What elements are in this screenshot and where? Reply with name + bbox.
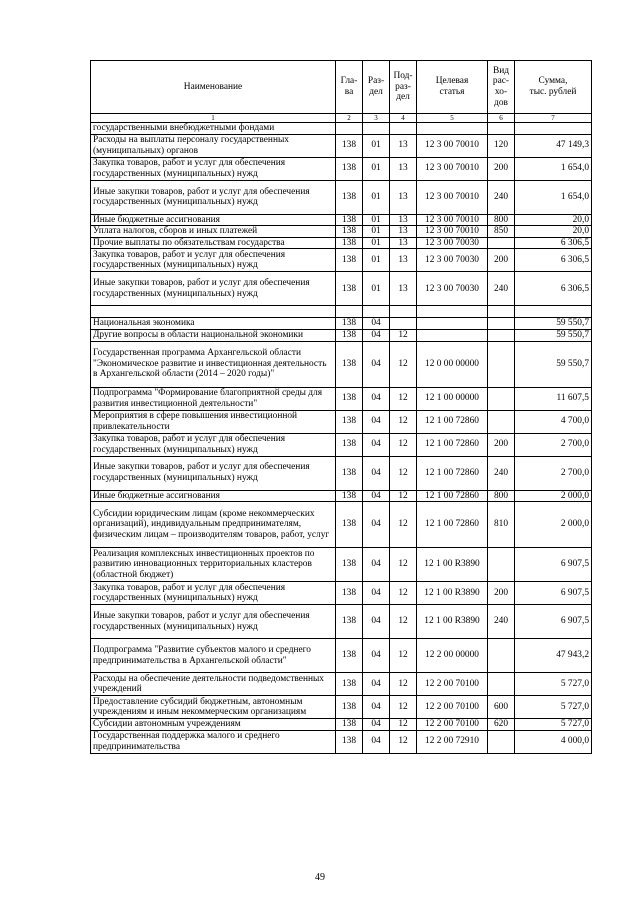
cell-glava: 138	[336, 134, 363, 157]
cell-target: 12 2 00 00000	[417, 639, 488, 673]
cell-podrazdel: 13	[390, 214, 417, 226]
cell-vid: 240	[488, 456, 515, 490]
cell-sum: 20,0	[515, 214, 592, 226]
cell-vid: 620	[488, 719, 515, 731]
cell-target: 12 1 00 R3890	[417, 605, 488, 639]
cell-podrazdel: 12	[390, 387, 417, 410]
cell-vid	[488, 306, 515, 318]
header-razdel: Раз- дел	[363, 61, 390, 114]
cell-glava: 138	[336, 548, 363, 582]
cell-name: Иные закупки товаров, работ и услуг для обеспечения государственных (муниципальных) нужд	[91, 272, 336, 306]
cell-vid	[488, 673, 515, 696]
cell-sum: 4 700,0	[515, 410, 592, 433]
table-row	[91, 318, 592, 330]
cell-razdel	[363, 306, 390, 318]
table-row	[91, 696, 592, 719]
cell-glava: 138	[336, 673, 363, 696]
cell-vid: 240	[488, 180, 515, 214]
cell-glava: 138	[336, 696, 363, 719]
cell-name: Расходы на выплаты персоналу государственных (муниципальных) органов	[91, 134, 336, 157]
cell-glava: 138	[336, 329, 363, 341]
cell-sum: 5 727,0	[515, 673, 592, 696]
header-sum: Сумма, тыс. рублей	[515, 61, 592, 114]
cell-razdel: 04	[363, 490, 390, 502]
cell-podrazdel: 13	[390, 237, 417, 249]
cell-razdel: 04	[363, 730, 390, 753]
cell-name: Расходы на обеспечение деятельности подведомственных учреждений	[91, 673, 336, 696]
cell-target: 12 3 00 70010	[417, 226, 488, 238]
cell-target	[417, 123, 488, 135]
cell-sum: 47 149,3	[515, 134, 592, 157]
cell-razdel: 04	[363, 433, 390, 456]
cell-target: 12 3 00 70010	[417, 157, 488, 180]
cell-vid: 850	[488, 226, 515, 238]
cell-name: Иные закупки товаров, работ и услуг для обеспечения государственных (муниципальных) нужд	[91, 180, 336, 214]
cell-target: 12 1 00 R3890	[417, 582, 488, 605]
cell-target: 12 3 00 70010	[417, 180, 488, 214]
cell-vid: 240	[488, 605, 515, 639]
column-number: 1	[91, 114, 336, 123]
column-number: 4	[390, 114, 417, 123]
cell-razdel: 04	[363, 582, 390, 605]
header-target: Целевая статья	[417, 61, 488, 114]
cell-glava: 138	[336, 639, 363, 673]
cell-target: 12 3 00 70010	[417, 214, 488, 226]
cell-podrazdel: 12	[390, 341, 417, 387]
table-row	[91, 134, 592, 157]
table-row	[91, 673, 592, 696]
cell-name: Иные бюджетные ассигнования	[91, 214, 336, 226]
cell-sum: 59 550,7	[515, 341, 592, 387]
cell-target: 12 1 00 72860	[417, 502, 488, 548]
cell-name: Субсидии автономным учреждениям	[91, 719, 336, 731]
cell-target: 12 2 00 72910	[417, 730, 488, 753]
cell-glava: 138	[336, 249, 363, 272]
cell-name: Национальная экономика	[91, 318, 336, 330]
table-row	[91, 237, 592, 249]
cell-target: 12 3 00 70010	[417, 134, 488, 157]
cell-sum: 6 907,5	[515, 605, 592, 639]
cell-razdel: 01	[363, 180, 390, 214]
cell-sum: 59 550,7	[515, 318, 592, 330]
cell-vid	[488, 237, 515, 249]
table-row	[91, 272, 592, 306]
table-row	[91, 719, 592, 731]
cell-podrazdel: 12	[390, 639, 417, 673]
cell-name: Иные закупки товаров, работ и услуг для обеспечения государственных (муниципальных) нужд	[91, 605, 336, 639]
cell-sum: 6 306,5	[515, 249, 592, 272]
cell-podrazdel: 12	[390, 410, 417, 433]
cell-target	[417, 318, 488, 330]
table-row	[91, 490, 592, 502]
column-number: 7	[515, 114, 592, 123]
cell-vid: 200	[488, 433, 515, 456]
cell-glava: 138	[336, 410, 363, 433]
cell-sum: 11 607,5	[515, 387, 592, 410]
cell-name: Субсидии юридическим лицам (кроме некоммерческих организаций), индивидуальным предпринимателям, физическим лицам – производителям товаров, работ, услуг	[91, 502, 336, 548]
cell-glava: 138	[336, 582, 363, 605]
cell-razdel: 01	[363, 214, 390, 226]
cell-target	[417, 329, 488, 341]
cell-vid: 810	[488, 502, 515, 548]
column-number: 6	[488, 114, 515, 123]
cell-razdel: 04	[363, 719, 390, 731]
cell-razdel: 01	[363, 237, 390, 249]
header-vid: Вид рас- хо- дов	[488, 61, 515, 114]
cell-vid	[488, 318, 515, 330]
cell-name: Подпрограмма "Развитие субъектов малого и среднего предпринимательства в Архангельской области"	[91, 639, 336, 673]
cell-sum: 2 000,0	[515, 490, 592, 502]
cell-name: Реализация комплексных инвестиционных проектов по развитию инновационных территориальных кластеров (областной бюджет)	[91, 548, 336, 582]
cell-podrazdel: 12	[390, 673, 417, 696]
cell-sum: 59 550,7	[515, 329, 592, 341]
cell-sum	[515, 306, 592, 318]
table-row	[91, 730, 592, 753]
cell-glava: 138	[336, 456, 363, 490]
cell-glava: 138	[336, 730, 363, 753]
cell-sum	[515, 123, 592, 135]
cell-podrazdel: 12	[390, 456, 417, 490]
cell-sum: 6 306,5	[515, 272, 592, 306]
cell-podrazdel: 12	[390, 696, 417, 719]
cell-podrazdel	[390, 318, 417, 330]
column-number: 5	[417, 114, 488, 123]
cell-sum: 4 000,0	[515, 730, 592, 753]
cell-sum: 2 700,0	[515, 433, 592, 456]
cell-name	[91, 306, 336, 318]
cell-sum: 5 727,0	[515, 696, 592, 719]
table-row	[91, 605, 592, 639]
table-row	[91, 157, 592, 180]
cell-razdel: 01	[363, 134, 390, 157]
cell-razdel: 04	[363, 673, 390, 696]
cell-glava	[336, 123, 363, 135]
cell-name: Закупка товаров, работ и услуг для обеспечения государственных (муниципальных) нужд	[91, 582, 336, 605]
column-number: 2	[336, 114, 363, 123]
cell-podrazdel: 12	[390, 719, 417, 731]
cell-razdel: 04	[363, 318, 390, 330]
cell-vid	[488, 387, 515, 410]
cell-target: 12 1 00 72860	[417, 433, 488, 456]
cell-razdel: 01	[363, 157, 390, 180]
cell-vid: 600	[488, 696, 515, 719]
cell-glava: 138	[336, 502, 363, 548]
cell-podrazdel: 12	[390, 329, 417, 341]
cell-razdel: 01	[363, 226, 390, 238]
cell-vid: 800	[488, 214, 515, 226]
header-name: Наименование	[91, 61, 336, 114]
table-row	[91, 410, 592, 433]
cell-glava: 138	[336, 157, 363, 180]
cell-sum: 5 727,0	[515, 719, 592, 731]
cell-podrazdel: 12	[390, 502, 417, 548]
cell-glava: 138	[336, 272, 363, 306]
cell-name: государственными внебюджетными фондами	[91, 123, 336, 135]
cell-podrazdel: 13	[390, 249, 417, 272]
cell-name: Иные закупки товаров, работ и услуг для обеспечения государственных (муниципальных) нужд	[91, 456, 336, 490]
cell-podrazdel: 13	[390, 157, 417, 180]
cell-podrazdel: 12	[390, 605, 417, 639]
cell-vid: 120	[488, 134, 515, 157]
table-row	[91, 249, 592, 272]
cell-name: Государственная поддержка малого и среднего предпринимательства	[91, 730, 336, 753]
cell-target: 12 2 00 70100	[417, 719, 488, 731]
cell-sum: 20,0	[515, 226, 592, 238]
table-row	[91, 387, 592, 410]
cell-name: Прочие выплаты по обязательствам государства	[91, 237, 336, 249]
table-row	[91, 548, 592, 582]
cell-glava: 138	[336, 237, 363, 249]
cell-razdel	[363, 123, 390, 135]
cell-target: 12 2 00 70100	[417, 673, 488, 696]
cell-target: 12 2 00 70100	[417, 696, 488, 719]
cell-razdel: 01	[363, 272, 390, 306]
cell-target: 12 1 00 72860	[417, 456, 488, 490]
cell-vid	[488, 329, 515, 341]
cell-vid	[488, 548, 515, 582]
cell-glava: 138	[336, 719, 363, 731]
table-row	[91, 180, 592, 214]
cell-target: 12 1 00 72860	[417, 410, 488, 433]
cell-sum: 6 907,5	[515, 582, 592, 605]
cell-podrazdel: 13	[390, 180, 417, 214]
cell-razdel: 04	[363, 329, 390, 341]
cell-vid	[488, 730, 515, 753]
cell-target: 12 3 00 70030	[417, 237, 488, 249]
cell-glava: 138	[336, 433, 363, 456]
cell-name: Закупка товаров, работ и услуг для обеспечения государственных (муниципальных) нужд	[91, 433, 336, 456]
cell-name: Мероприятия в сфере повышения инвестиционной привлекательности	[91, 410, 336, 433]
cell-name: Подпрограмма "Формирование благоприятной среды для развития инвестиционной деятельности"	[91, 387, 336, 410]
table-row	[91, 226, 592, 238]
cell-sum: 6 907,5	[515, 548, 592, 582]
header-glava: Гла- ва	[336, 61, 363, 114]
cell-razdel: 04	[363, 456, 390, 490]
header-row	[91, 61, 592, 114]
cell-podrazdel: 13	[390, 272, 417, 306]
cell-podrazdel: 12	[390, 548, 417, 582]
cell-razdel: 04	[363, 696, 390, 719]
cell-vid: 240	[488, 272, 515, 306]
table-row	[91, 433, 592, 456]
cell-vid: 200	[488, 157, 515, 180]
table-row	[91, 214, 592, 226]
cell-vid: 200	[488, 249, 515, 272]
cell-name: Другие вопросы в области национальной экономики	[91, 329, 336, 341]
cell-glava: 138	[336, 226, 363, 238]
cell-target	[417, 306, 488, 318]
cell-target: 12 1 00 R3890	[417, 548, 488, 582]
cell-glava: 138	[336, 180, 363, 214]
cell-podrazdel	[390, 306, 417, 318]
cell-sum: 1 654,0	[515, 180, 592, 214]
cell-name: Иные бюджетные ассигнования	[91, 490, 336, 502]
cell-podrazdel: 12	[390, 490, 417, 502]
cell-sum: 47 943,2	[515, 639, 592, 673]
column-number: 3	[363, 114, 390, 123]
cell-glava: 138	[336, 387, 363, 410]
cell-razdel: 01	[363, 249, 390, 272]
cell-razdel: 04	[363, 387, 390, 410]
table-row	[91, 329, 592, 341]
cell-glava: 138	[336, 341, 363, 387]
cell-target: 12 1 00 72860	[417, 490, 488, 502]
table-header	[91, 61, 592, 123]
cell-name: Закупка товаров, работ и услуг для обеспечения государственных (муниципальных) нужд	[91, 249, 336, 272]
cell-sum: 6 306,5	[515, 237, 592, 249]
cell-vid	[488, 341, 515, 387]
page-number: 49	[315, 872, 325, 883]
cell-podrazdel: 12	[390, 730, 417, 753]
table-row	[91, 456, 592, 490]
cell-vid	[488, 639, 515, 673]
cell-razdel: 04	[363, 548, 390, 582]
cell-name: Уплата налогов, сборов и иных платежей	[91, 226, 336, 238]
cell-sum: 2 000,0	[515, 502, 592, 548]
table-row	[91, 341, 592, 387]
budget-table-container	[90, 60, 591, 754]
cell-razdel: 04	[363, 605, 390, 639]
cell-target: 12 1 00 00000	[417, 387, 488, 410]
cell-name: Предоставление субсидий бюджетным, автономным учреждениям и иным некоммерческим организациям	[91, 696, 336, 719]
cell-target: 12 3 00 70030	[417, 249, 488, 272]
cell-glava	[336, 306, 363, 318]
budget-table	[90, 60, 592, 754]
table-body	[91, 123, 592, 754]
cell-glava: 138	[336, 214, 363, 226]
cell-razdel: 04	[363, 410, 390, 433]
header-podrazdel: Под- раз- дел	[390, 61, 417, 114]
table-row	[91, 639, 592, 673]
table-row	[91, 582, 592, 605]
cell-target: 12 3 00 70030	[417, 272, 488, 306]
cell-vid	[488, 410, 515, 433]
cell-podrazdel: 13	[390, 226, 417, 238]
column-number-row	[91, 114, 592, 123]
cell-razdel: 04	[363, 639, 390, 673]
cell-name: Закупка товаров, работ и услуг для обеспечения государственных (муниципальных) нужд	[91, 157, 336, 180]
cell-name: Государственная программа Архангельской области "Экономическое развитие и инвестиционная деятельность в Архангельской области (2014 – 2020 годы)"	[91, 341, 336, 387]
cell-glava: 138	[336, 318, 363, 330]
cell-razdel: 04	[363, 502, 390, 548]
cell-podrazdel: 12	[390, 582, 417, 605]
cell-podrazdel: 12	[390, 433, 417, 456]
cell-sum: 1 654,0	[515, 157, 592, 180]
cell-vid: 800	[488, 490, 515, 502]
cell-podrazdel: 13	[390, 134, 417, 157]
cell-podrazdel	[390, 123, 417, 135]
cell-vid: 200	[488, 582, 515, 605]
cell-razdel: 04	[363, 341, 390, 387]
cell-glava: 138	[336, 605, 363, 639]
table-row	[91, 123, 592, 135]
cell-glava: 138	[336, 490, 363, 502]
table-row	[91, 306, 592, 318]
cell-vid	[488, 123, 515, 135]
cell-sum: 2 700,0	[515, 456, 592, 490]
table-row	[91, 502, 592, 548]
cell-target: 12 0 00 00000	[417, 341, 488, 387]
